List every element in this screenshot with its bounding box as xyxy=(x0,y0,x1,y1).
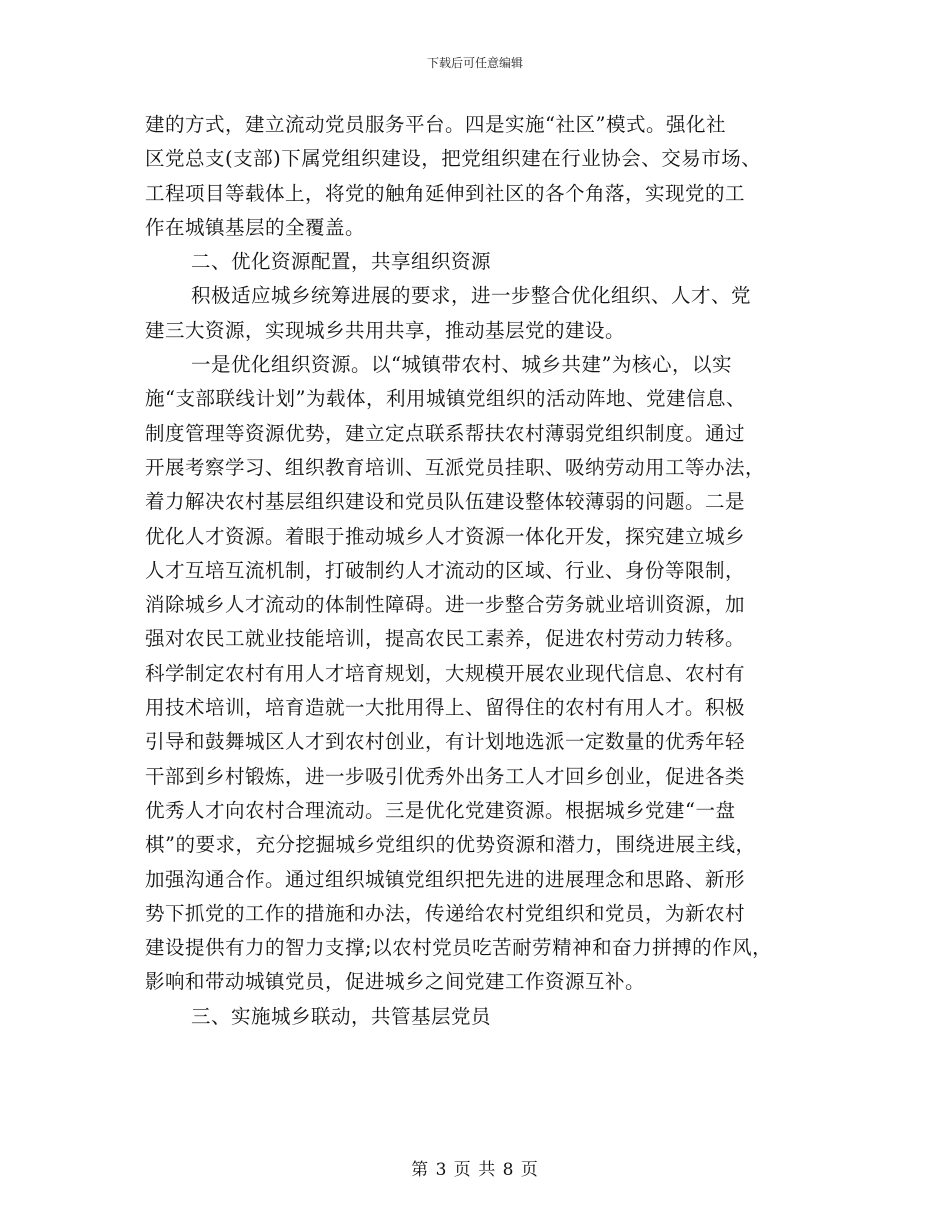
body-text xyxy=(145,108,805,1034)
text-line: 影响和带动城镇党员，促进城乡之间党建工作资源互补。 xyxy=(145,970,646,994)
text-line: 加强沟通合作。通过组织城镇党组织把先进的进展理念和思路、新形 xyxy=(145,867,746,891)
text-line: 三、实施城乡联动，共管基层党员 xyxy=(191,1004,492,1028)
text-line: 科学制定农村有用人才培育规划，大规模开展农业现代信息、农村有 xyxy=(145,661,746,685)
text-line: 建设提供有力的智力支撑;以农村党员吃苦耐劳精神和奋力拼搏的作风， xyxy=(145,936,773,960)
text-line: 优化人才资源。着眼于推动城乡人才资源一体化开发，探究建立城乡 xyxy=(145,524,746,548)
text-line: 建三大资源，实现城乡共用共享，推动基层党的建设。 xyxy=(145,318,626,342)
text-line: 工程项目等载体上，将党的触角延伸到社区的各个角落，实现党的工 xyxy=(145,181,746,205)
text-line: 人才互培互流机制，打破制约人才流动的区域、行业、身份等限制， xyxy=(145,558,746,582)
text-line: 作在城镇基层的全覆盖。 xyxy=(145,215,366,239)
text-line: 棋”的要求，充分挖掘城乡党组织的优势资源和潜力，围绕进展主线， xyxy=(145,833,756,857)
text-line: 区党总支(支部)下属党组织建设，把党组织建在行业协会、交易市场、 xyxy=(145,147,762,171)
text-line: 优秀人才向农村合理流动。三是优化党建资源。根据城乡党建“一盘 xyxy=(145,798,736,822)
text-line: 建的方式，建立流动党员服务平台。四是实施“社区”模式。强化社 xyxy=(145,113,726,136)
text-line: 势下抓党的工作的措施和办法，传递给农村党组织和党员，为新农村 xyxy=(145,901,746,925)
text-line: 引导和鼓舞城区人才到农村创业，有计划地选派一定数量的优秀年轻 xyxy=(145,730,746,754)
text-line: 积极适应城乡统筹进展的要求，进一步整合优化组织、人才、党 xyxy=(191,284,752,308)
text-line: 施“支部联线计划”为载体，利用城镇党组织的活动阵地、党建信息、 xyxy=(145,387,746,411)
text-line: 消除城乡人才流动的体制性障碍。进一步整合劳务就业培训资源，加 xyxy=(145,593,746,617)
text-line: 干部到乡村锻炼，进一步吸引优秀外出务工人才回乡创业，促进各类 xyxy=(145,764,746,788)
page-header-note: 下载后可任意编辑 xyxy=(426,56,523,70)
text-line: 强对农民工就业技能培训，提高农民工素养，促进农村劳动力转移。 xyxy=(145,627,746,651)
page-number-footer: 第 3 页 共 8 页 xyxy=(411,1160,539,1180)
text-line: 制度管理等资源优势，建立定点联系帮扶农村薄弱党组织制度。通过 xyxy=(145,421,746,445)
text-line: 用技术培训，培育造就一大批用得上、留得住的农村有用人才。积极 xyxy=(145,696,746,720)
text-line: 开展考察学习、组织教育培训、互派党员挂职、吸纳劳动用工等办法， xyxy=(145,455,766,479)
text-line: 二、优化资源配置，共享组织资源 xyxy=(191,250,492,274)
text-line: 着力解决农村基层组织建设和党员队伍建设整体较薄弱的问题。二是 xyxy=(145,490,746,514)
text-line: 一是优化组织资源。以“城镇带农村、城乡共建”为核心，以实 xyxy=(191,353,732,377)
